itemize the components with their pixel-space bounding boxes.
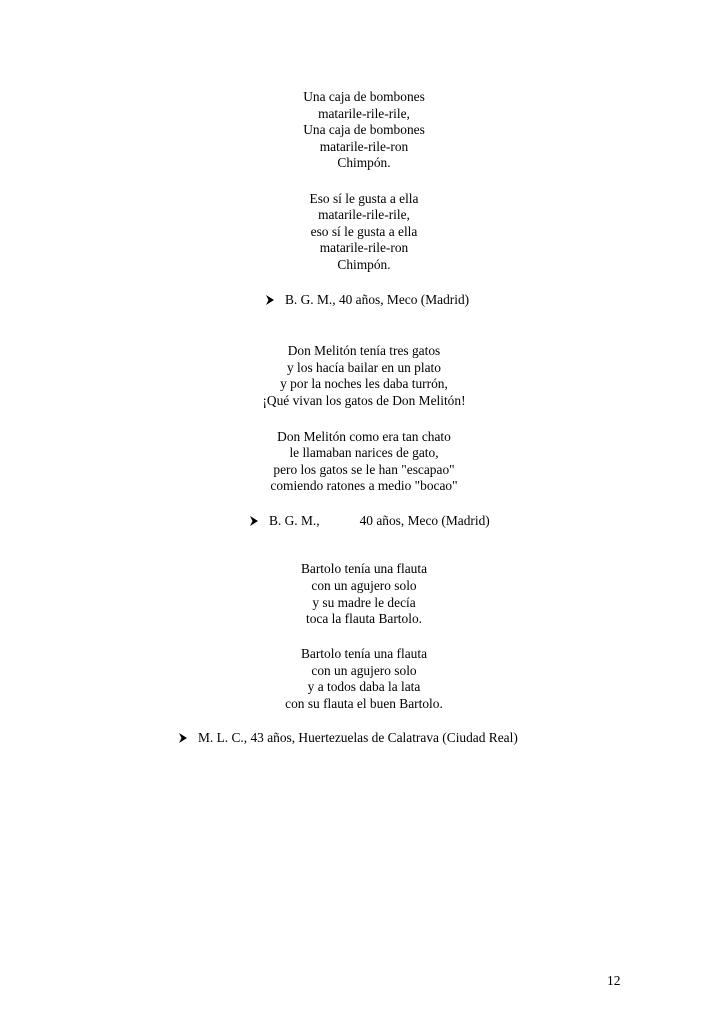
poem-line: y su madre le decía <box>312 595 416 610</box>
poem-line: y por la noches les daba turrón, <box>280 376 448 391</box>
attribution <box>178 729 518 746</box>
poem-line: pero los gatos se le han "escapao" <box>273 462 455 477</box>
arrowhead-bullet-icon <box>265 295 275 305</box>
poem-line: Don Melitón como era tan chato <box>277 429 451 444</box>
attribution-text: M. L. C., 43 años, Huertezuelas de Calatrava (Ciudad Real) <box>198 730 518 745</box>
poem-line: Bartolo tenía una flauta <box>300 646 428 661</box>
poem-line: con un agujero solo <box>311 663 417 678</box>
poem-line: Bartolo tenía una flauta <box>300 561 428 576</box>
poem-line: Una caja de bombones <box>303 122 425 137</box>
arrowhead-bullet-icon <box>178 733 188 743</box>
attribution-text: 40 años, Meco (Madrid) <box>359 513 490 528</box>
attribution-text: B. G. M., <box>269 513 320 528</box>
poem-line: Eso sí le gusta a ella <box>309 191 419 206</box>
attribution <box>265 291 469 308</box>
poem-line: con su flauta el buen Bartolo. <box>285 696 443 711</box>
poem-line: ¡Qué vivan los gatos de Don Melitón! <box>262 393 466 408</box>
poem-line: y a todos daba la lata <box>307 679 421 694</box>
poem-line: con un agujero solo <box>311 578 417 593</box>
poem-line: matarile-rile-rile, <box>318 106 410 121</box>
poem-line: Chimpón. <box>337 155 391 170</box>
poem-line: matarile-rile-ron <box>319 240 409 255</box>
attribution <box>249 512 490 529</box>
poem-line: Don Melitón tenía tres gatos <box>287 343 441 358</box>
poem-line: toca la flauta Bartolo. <box>305 611 422 626</box>
page-number: 12 <box>607 973 621 988</box>
poem-line: matarile-rile-rile, <box>318 207 410 222</box>
poem-line: Una caja de bombones <box>303 89 425 104</box>
poem-line: comiendo ratones a medio "bocao" <box>270 478 458 493</box>
poem-line: Chimpón. <box>337 257 391 272</box>
attribution-text: B. G. M., 40 años, Meco (Madrid) <box>285 292 470 307</box>
poem-line: eso sí le gusta a ella <box>310 224 418 239</box>
arrowhead-bullet-icon <box>249 516 259 526</box>
poem-line: matarile-rile-ron <box>319 139 409 154</box>
poem-line: le llamaban narices de gato, <box>289 445 439 460</box>
poem-line: y los hacía bailar en un plato <box>287 360 441 375</box>
